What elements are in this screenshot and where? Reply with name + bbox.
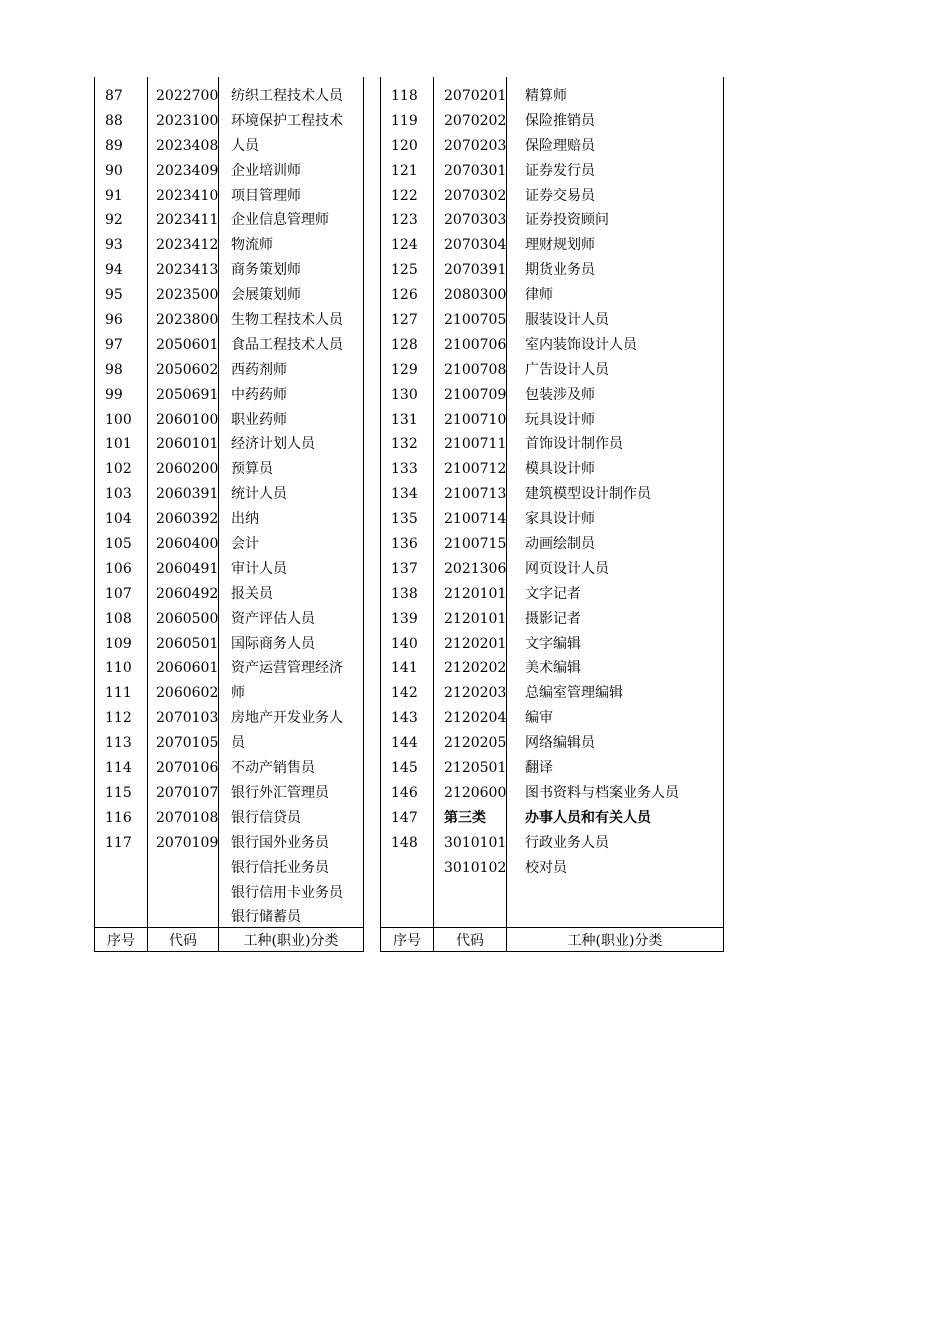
occupation-table-left [94,77,364,952]
header-seq: 序号 [393,933,421,949]
table-cell: 88 [105,112,123,129]
table-cell: 128 [391,336,418,353]
table-cell: 134 [391,486,418,503]
table-cell: 106 [105,560,132,577]
table-cell: 翻译 [525,760,553,777]
table-cell: 证券投资顾问 [525,212,609,229]
table-cell: 2070301 [444,162,507,179]
table-cell: 2120203 [444,685,507,702]
table-cell: 2023409 [156,162,219,179]
table-cell: 玩具设计师 [525,411,595,428]
table-cell: 2050601 [156,336,219,353]
table-cell: 2023100 [156,112,219,129]
table-cell: 93 [105,237,123,254]
table-cell: 律师 [525,287,553,304]
table-cell: 2023413 [156,262,219,279]
table-cell: 2060602 [156,685,219,702]
table-cell: 94 [105,262,123,279]
table-cell: 员 [231,735,245,752]
table-cell: 3010102 [444,859,507,876]
table-cell: 报关员 [231,585,273,602]
table-cell: 食品工程技术人员 [231,336,343,353]
table-cell: 2100706 [444,336,507,353]
table-cell: 2022700 [156,88,219,104]
table-cell: 银行国外业务员 [231,834,329,851]
table-cell: 2070103 [156,710,219,727]
table-cell: 资产评估人员 [231,610,315,627]
table-cell: 2023500 [156,287,219,304]
table-cell: 2023800 [156,312,219,329]
table-cell: 143 [391,710,418,727]
header-category: 工种(职业)分类 [567,933,663,949]
column-divider [433,77,434,951]
table-cell: 室内装饰设计人员 [525,336,637,353]
table-cell: 2021306 [444,560,507,577]
table-cell: 办事人员和有关人员 [525,809,651,826]
table-cell: 92 [105,212,123,229]
table-cell: 141 [391,660,418,677]
table-cell: 101 [105,436,132,453]
table-cell: 行政业务人员 [525,834,609,851]
table-cell: 银行外汇管理员 [231,784,329,801]
table-cell: 生物工程技术人员 [231,312,343,329]
table-cell: 127 [391,312,418,329]
table-cell: 2100710 [444,411,507,428]
header-category: 工种(职业)分类 [243,933,339,949]
table-cell: 135 [391,511,418,528]
table-cell: 139 [391,610,418,627]
code-column [444,84,506,881]
table-cell: 模具设计师 [525,461,595,478]
table-cell: 125 [391,262,418,279]
table-cell: 126 [391,287,418,304]
table-cell: 证券交易员 [525,187,595,204]
table-cell: 2070105 [156,735,219,752]
table-cell: 2100712 [444,461,507,478]
table-cell: 118 [391,88,418,104]
table-cell: 2120501 [444,760,507,777]
table-cell: 124 [391,237,418,254]
table-cell: 银行信贷员 [231,809,301,826]
table-cell: 2120204 [444,710,507,727]
table-cell: 2070106 [156,760,219,777]
occupation-table-right [380,77,724,952]
table-cell: 2070109 [156,834,219,851]
table-cell: 148 [391,834,418,851]
seq-column [391,84,418,856]
table-cell: 91 [105,187,123,204]
table-cell: 115 [105,784,132,801]
table-cell: 2070108 [156,809,219,826]
table-cell: 证券发行员 [525,162,595,179]
table-cell: 2120201 [444,635,507,652]
header-code: 代码 [169,933,197,949]
table-cell: 房地产开发业务人 [231,710,343,727]
table-cell: 114 [105,760,132,777]
table-cell: 144 [391,735,418,752]
table-cell: 103 [105,486,132,503]
table-cell: 2100711 [444,436,507,453]
table-cell: 2023410 [156,187,219,204]
table-cell: 132 [391,436,418,453]
table-cell: 2060500 [156,610,219,627]
table-cell: 2070304 [444,237,507,254]
table-cell: 2023408 [156,137,219,154]
table-cell: 职业药师 [231,411,287,428]
table-cell: 2023412 [156,237,219,254]
table-cell: 资产运营管理经济 [231,660,343,677]
table-cell: 2060100 [156,411,219,428]
table-cell: 108 [105,610,132,627]
table-cell: 文字记者 [525,585,581,602]
table-cell: 2060492 [156,585,219,602]
table-cell: 2023411 [156,212,219,229]
table-cell: 89 [105,137,123,154]
table-cell: 经济计划人员 [231,436,315,453]
category-column [525,84,679,881]
table-cell: 图书资料与档案业务人员 [525,784,679,801]
table-cell: 企业信息管理师 [231,212,329,229]
table-cell: 130 [391,386,418,403]
table-cell: 保险理赔员 [525,137,595,154]
table-cell: 审计人员 [231,560,287,577]
table-cell: 87 [105,88,123,104]
table-cell: 129 [391,361,418,378]
table-cell: 2060400 [156,536,219,553]
table-cell: 99 [105,386,123,403]
table-cell: 编审 [525,710,553,727]
table-cell: 147 [391,809,418,826]
table-cell: 2060491 [156,560,219,577]
table-cell: 117 [105,834,132,851]
table-cell: 预算员 [231,461,273,478]
table-cell: 111 [105,685,132,702]
table-cell: 家具设计师 [525,511,595,528]
table-cell: 138 [391,585,418,602]
table-cell: 2120205 [444,735,507,752]
category-column [231,84,343,930]
table-cell: 107 [105,585,132,602]
table-cell: 期货业务员 [525,262,595,279]
table-cell: 网页设计人员 [525,560,609,577]
table-cell: 2070202 [444,112,507,129]
table-cell: 133 [391,461,418,478]
table-cell: 121 [391,162,418,179]
table-cell: 保险推销员 [525,112,595,129]
table-cell: 97 [105,336,123,353]
table-cell: 第三类 [444,809,486,826]
table-cell: 出纳 [231,511,259,528]
table-cell: 2120600 [444,784,507,801]
table-cell: 银行信用卡业务员 [231,884,343,901]
table-cell: 美术编辑 [525,660,581,677]
table-cell: 102 [105,461,132,478]
table-cell: 2070391 [444,262,507,279]
table-cell: 2100708 [444,361,507,378]
table-cell: 会展策划师 [231,287,301,304]
table-cell: 理财规划师 [525,237,595,254]
table-cell: 不动产销售员 [231,760,315,777]
table-cell: 中药药师 [231,386,287,403]
table-cell: 纺织工程技术人员 [231,88,343,104]
table-cell: 136 [391,536,418,553]
table-cell: 建筑模型设计制作员 [525,486,651,503]
table-cell: 网络编辑员 [525,735,595,752]
table-cell: 人员 [231,137,259,154]
table-cell: 企业培训师 [231,162,301,179]
table-cell: 142 [391,685,418,702]
table-cell: 2060200 [156,461,219,478]
table-cell: 105 [105,536,132,553]
table-cell: 广告设计人员 [525,361,609,378]
table-cell: 环境保护工程技术 [231,112,343,129]
table-cell: 2050602 [156,361,219,378]
table-cell: 2060501 [156,635,219,652]
table-cell: 2050691 [156,386,219,403]
table-cell: 物流师 [231,237,273,254]
table-cell: 2100714 [444,511,507,528]
table-cell: 2120101 [444,610,507,627]
table-cell: 2070107 [156,784,219,801]
table-cell: 3010101 [444,834,507,851]
table-cell: 动画绘制员 [525,536,595,553]
table-cell: 90 [105,162,123,179]
column-divider [147,77,148,951]
table-cell: 校对员 [525,859,567,876]
table-cell: 首饰设计制作员 [525,436,623,453]
table-cell: 96 [105,312,123,329]
table-cell: 112 [105,710,132,727]
table-cell: 123 [391,212,418,229]
table-cell: 116 [105,809,132,826]
table-cell: 统计人员 [231,486,287,503]
table-cell: 2060391 [156,486,219,503]
table-cell: 西药剂师 [231,361,287,378]
table-cell: 109 [105,635,132,652]
table-cell: 银行信托业务员 [231,859,329,876]
table-cell: 122 [391,187,418,204]
table-cell: 95 [105,287,123,304]
table-cell: 140 [391,635,418,652]
table-cell: 2100713 [444,486,507,503]
header-seq: 序号 [107,933,135,949]
table-cell: 110 [105,660,132,677]
table-cell: 摄影记者 [525,610,581,627]
table-cell: 2060392 [156,511,219,528]
table-cell: 145 [391,760,418,777]
table-cell: 2070201 [444,88,507,104]
table-cell: 商务策划师 [231,262,301,279]
table-cell: 2060101 [156,436,219,453]
table-cell: 98 [105,361,123,378]
table-cell: 包装涉及师 [525,386,595,403]
table-cell: 2070302 [444,187,507,204]
table-cell: 104 [105,511,132,528]
table-cell: 100 [105,411,132,428]
table-cell: 2080300 [444,287,507,304]
table-cell: 120 [391,137,418,154]
seq-column [105,84,132,856]
code-column [156,84,218,856]
table-cell: 师 [231,685,245,702]
table-cell: 项目管理师 [231,187,301,204]
table-cell: 113 [105,735,132,752]
table-cell: 2100715 [444,536,507,553]
table-cell: 2070303 [444,212,507,229]
table-cell: 文字编辑 [525,635,581,652]
table-cell: 2120101 [444,585,507,602]
table-cell: 131 [391,411,418,428]
header-code: 代码 [456,933,484,949]
table-cell: 国际商务人员 [231,635,315,652]
table-cell: 119 [391,112,418,129]
table-cell: 137 [391,560,418,577]
table-cell: 2060601 [156,660,219,677]
table-cell: 2100709 [444,386,507,403]
table-cell: 146 [391,784,418,801]
table-cell: 2120202 [444,660,507,677]
table-cell: 2100705 [444,312,507,329]
table-cell: 2070203 [444,137,507,154]
table-cell: 服装设计人员 [525,312,609,329]
table-cell: 会计 [231,536,259,553]
table-cell: 银行储蓄员 [231,909,301,926]
table-cell: 总编室管理编辑 [525,685,623,702]
table-cell: 精算师 [525,88,567,104]
